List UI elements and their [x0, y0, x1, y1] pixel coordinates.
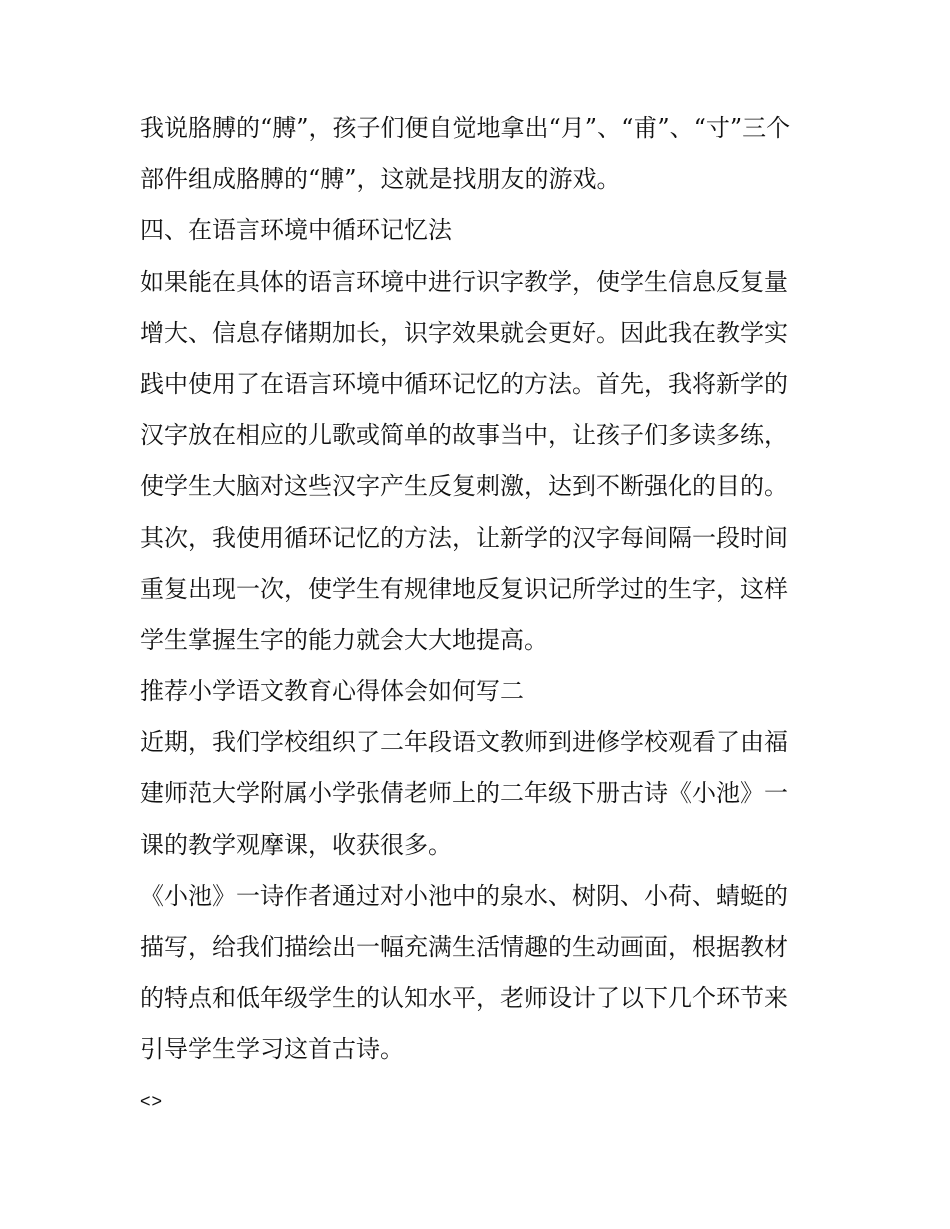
text-line: 部件组成胳膊的“膊”，这就是找朋友的游戏。	[140, 165, 621, 194]
text-line: 近期，我们学校组织了二年段语文教师到进修学校观看了由福	[140, 728, 788, 757]
text-line: 践中使用了在语言环境中循环记忆的方法。首先，我将新学的	[140, 369, 788, 398]
text-line: 使学生大脑对这些汉字产生反复刺激，达到不断强化的目的。	[140, 472, 788, 501]
text-line: 其次，我使用循环记忆的方法，让新学的汉字每间隔一段时间	[140, 523, 788, 552]
text-line: 学生掌握生字的能力就会大大地提高。	[140, 625, 548, 654]
body-text	[140, 103, 820, 1127]
text-line: 描写，给我们描绘出一幅充满生活情趣的生动画面，根据教材	[140, 933, 788, 961]
text-line: 增大、信息存储期加长，识字效果就会更好。因此我在教学实	[140, 318, 788, 347]
text-line: 建师范大学附属小学张倩老师上的二年级下册古诗《小池》一	[140, 779, 788, 808]
text-line: 《小池》一诗作者通过对小池中的泉水、树阴、小荷、蜻蜓的	[140, 881, 788, 910]
text-line: 汉字放在相应的儿歌或简单的故事当中，让孩子们多读多练，	[140, 421, 788, 450]
text-line: 引导学生学习这首古诗。	[140, 1035, 404, 1064]
section-heading: 推荐小学语文教育心得体会如何写二	[140, 677, 524, 706]
text-line: 我说胳膊的“膊”，孩子们便自觉地拿出“月”、“甫”、“寸”三个	[140, 114, 791, 142]
text-line: 课的教学观摩课，收获很多。	[140, 830, 452, 859]
text-line: 的特点和低年级学生的认知水平，老师设计了以下几个环节来	[140, 984, 788, 1013]
angle-bracket-marker: <>	[140, 1090, 164, 1111]
text-line: 重复出现一次，使学生有规律地反复识记所学过的生字，这样	[140, 574, 788, 603]
text-line: 如果能在具体的语言环境中进行识字教学，使学生信息反复量	[140, 267, 788, 296]
section-heading: 四、在语言环境中循环记忆法	[140, 216, 452, 245]
